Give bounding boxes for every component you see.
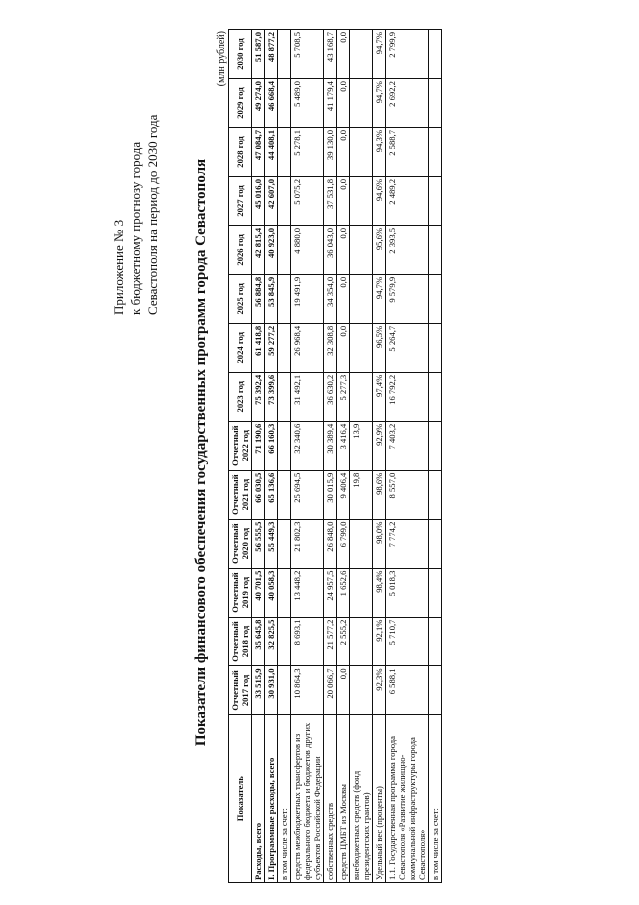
table-row	[386, 30, 429, 883]
indicator-cell: в том числе за счет:	[278, 715, 291, 883]
value-cell	[350, 519, 373, 568]
table-row	[278, 30, 291, 883]
value-cell: 46 668,4	[265, 79, 278, 128]
value-cell	[350, 372, 373, 421]
value-cell: 13 448,2	[291, 568, 324, 617]
value-cell: 96,5%	[373, 323, 386, 372]
value-cell: 2 692,2	[386, 79, 429, 128]
value-cell	[429, 421, 442, 470]
value-cell	[429, 372, 442, 421]
value-cell: 31 492,1	[291, 372, 324, 421]
value-cell: 59 277,2	[265, 323, 278, 372]
value-cell	[278, 128, 291, 177]
value-cell	[350, 176, 373, 225]
value-cell: 32 340,6	[291, 421, 324, 470]
value-cell: 95,6%	[373, 225, 386, 274]
value-cell: 2 555,2	[337, 617, 350, 666]
value-cell	[429, 470, 442, 519]
value-cell: 71 190,6	[252, 421, 265, 470]
year-column-header: Отчетный 2020 год	[229, 519, 252, 568]
value-cell: 55 449,3	[265, 519, 278, 568]
table-row	[429, 30, 442, 883]
document-title: Показатели финансового обеспечения государственных программ города Севастополя	[193, 158, 209, 747]
value-cell	[278, 421, 291, 470]
value-cell: 0,0	[337, 79, 350, 128]
value-cell: 45 016,0	[252, 176, 265, 225]
table-row	[252, 30, 265, 883]
value-cell: 40 923,0	[265, 225, 278, 274]
year-column-header: 2027 год	[229, 176, 252, 225]
value-cell: 10 864,3	[291, 666, 324, 715]
units-label: (млн рублей)	[216, 31, 227, 87]
value-cell: 33 515,9	[252, 666, 265, 715]
year-column-header: Отчетный 2019 год	[229, 568, 252, 617]
value-cell	[278, 666, 291, 715]
financing-table	[228, 29, 442, 883]
value-cell: 97,4%	[373, 372, 386, 421]
value-cell	[278, 30, 291, 79]
value-cell	[350, 79, 373, 128]
appendix-line: к бюджетному прогнозу города	[128, 141, 143, 315]
value-cell: 51 587,0	[252, 30, 265, 79]
value-cell: 5 277,3	[337, 372, 350, 421]
value-cell	[278, 568, 291, 617]
value-cell	[278, 79, 291, 128]
table-row	[265, 30, 278, 883]
year-column-header: 2023 год	[229, 372, 252, 421]
value-cell: 9 406,4	[337, 470, 350, 519]
value-cell	[429, 617, 442, 666]
appendix-note	[110, 15, 161, 315]
value-cell: 36 630,2	[324, 372, 337, 421]
value-cell: 0,0	[337, 323, 350, 372]
table-header-row	[229, 30, 252, 883]
value-cell	[429, 176, 442, 225]
value-cell: 42 607,0	[265, 176, 278, 225]
value-cell: 4 880,0	[291, 225, 324, 274]
indicator-cell: в том числе за счет:	[429, 715, 442, 883]
year-column-header: Отчетный 2017 год	[229, 666, 252, 715]
year-column-header: 2030 год	[229, 30, 252, 79]
value-cell	[429, 225, 442, 274]
value-cell	[350, 617, 373, 666]
year-column-header: 2029 год	[229, 79, 252, 128]
indicator-cell: Удельный вес (проценты)	[373, 715, 386, 883]
value-cell	[278, 274, 291, 323]
table-row	[373, 30, 386, 883]
value-cell	[429, 323, 442, 372]
value-cell: 3 416,4	[337, 421, 350, 470]
value-cell: 73 399,6	[265, 372, 278, 421]
value-cell: 35 645,8	[252, 617, 265, 666]
value-cell	[429, 30, 442, 79]
indicator-header: Показатель	[229, 715, 252, 883]
value-cell: 5 018,3	[386, 568, 429, 617]
value-cell: 56 555,5	[252, 519, 265, 568]
year-column-header: Отчетный 2018 год	[229, 617, 252, 666]
table-row	[324, 30, 337, 883]
value-cell: 5 710,7	[386, 617, 429, 666]
value-cell	[278, 519, 291, 568]
value-cell	[278, 176, 291, 225]
value-cell: 20 066,7	[324, 666, 337, 715]
value-cell	[429, 274, 442, 323]
value-cell: 39 130,0	[324, 128, 337, 177]
value-cell: 32 825,5	[265, 617, 278, 666]
value-cell: 43 168,7	[324, 30, 337, 79]
value-cell: 26 968,4	[291, 323, 324, 372]
value-cell: 7 774,2	[386, 519, 429, 568]
value-cell	[278, 617, 291, 666]
value-cell: 94,7%	[373, 30, 386, 79]
value-cell	[429, 79, 442, 128]
value-cell: 98,0%	[373, 519, 386, 568]
year-column-header: 2024 год	[229, 323, 252, 372]
indicator-cell: собственных средств	[324, 715, 337, 883]
value-cell: 0,0	[337, 30, 350, 79]
value-cell: 56 884,8	[252, 274, 265, 323]
value-cell: 75 392,4	[252, 372, 265, 421]
value-cell: 92,9%	[373, 421, 386, 470]
value-cell	[429, 666, 442, 715]
value-cell: 49 274,0	[252, 79, 265, 128]
value-cell: 44 408,1	[265, 128, 278, 177]
value-cell: 25 694,5	[291, 470, 324, 519]
value-cell	[350, 128, 373, 177]
value-cell: 94,6%	[373, 176, 386, 225]
value-cell	[350, 568, 373, 617]
value-cell: 8 557,0	[386, 470, 429, 519]
value-cell: 42 815,4	[252, 225, 265, 274]
value-cell: 94,3%	[373, 128, 386, 177]
value-cell: 30 015,9	[324, 470, 337, 519]
value-cell	[278, 323, 291, 372]
value-cell	[350, 666, 373, 715]
value-cell	[350, 274, 373, 323]
indicator-cell: средств ЦМБТ из Москвы	[337, 715, 350, 883]
value-cell: 0,0	[337, 666, 350, 715]
value-cell: 41 179,4	[324, 79, 337, 128]
value-cell: 0,0	[337, 128, 350, 177]
value-cell: 32 308,8	[324, 323, 337, 372]
value-cell: 6 588,1	[386, 666, 429, 715]
value-cell: 6 799,0	[337, 519, 350, 568]
value-cell: 19,8	[350, 470, 373, 519]
value-cell: 2 489,2	[386, 176, 429, 225]
value-cell: 19 491,9	[291, 274, 324, 323]
value-cell: 21 802,3	[291, 519, 324, 568]
appendix-line: Севастополя на период до 2030 года	[145, 114, 160, 315]
value-cell	[278, 372, 291, 421]
value-cell: 7 403,2	[386, 421, 429, 470]
value-cell: 48 877,2	[265, 30, 278, 79]
value-cell: 94,7%	[373, 274, 386, 323]
value-cell: 37 531,8	[324, 176, 337, 225]
year-column-header: 2028 год	[229, 128, 252, 177]
value-cell: 30 931,0	[265, 666, 278, 715]
value-cell	[350, 30, 373, 79]
value-cell	[429, 519, 442, 568]
value-cell: 2 799,9	[386, 30, 429, 79]
value-cell: 5 075,2	[291, 176, 324, 225]
value-cell	[350, 323, 373, 372]
year-column-header: 2025 год	[229, 274, 252, 323]
table-body	[252, 30, 442, 883]
value-cell: 66 160,3	[265, 421, 278, 470]
value-cell: 26 848,0	[324, 519, 337, 568]
value-cell: 92,1%	[373, 617, 386, 666]
value-cell: 30 389,4	[324, 421, 337, 470]
indicator-cell: Расходы, всего	[252, 715, 265, 883]
table-row	[350, 30, 373, 883]
value-cell: 24 957,5	[324, 568, 337, 617]
table-row	[291, 30, 324, 883]
appendix-line: Приложение № 3	[111, 219, 126, 315]
value-cell: 8 693,1	[291, 617, 324, 666]
value-cell: 5 264,7	[386, 323, 429, 372]
value-cell: 0,0	[337, 274, 350, 323]
value-cell: 5 489,0	[291, 79, 324, 128]
value-cell: 34 354,0	[324, 274, 337, 323]
year-column-header: 2026 год	[229, 225, 252, 274]
indicator-cell: средств межбюджетных трансфертов из федерального бюджета и бюджетов других субъектов Российской Федерации	[291, 715, 324, 883]
value-cell	[278, 470, 291, 519]
value-cell: 13,9	[350, 421, 373, 470]
value-cell: 98,6%	[373, 470, 386, 519]
year-column-header: Отчетный 2022 год	[229, 421, 252, 470]
value-cell: 53 845,9	[265, 274, 278, 323]
value-cell: 94,7%	[373, 79, 386, 128]
value-cell: 47 084,7	[252, 128, 265, 177]
value-cell: 16 792,2	[386, 372, 429, 421]
value-cell: 1 652,6	[337, 568, 350, 617]
value-cell	[278, 225, 291, 274]
value-cell: 2 393,5	[386, 225, 429, 274]
table-row	[337, 30, 350, 883]
value-cell: 5 278,1	[291, 128, 324, 177]
value-cell: 9 579,9	[386, 274, 429, 323]
value-cell: 92,3%	[373, 666, 386, 715]
value-cell: 21 577,2	[324, 617, 337, 666]
value-cell: 66 030,5	[252, 470, 265, 519]
value-cell: 0,0	[337, 176, 350, 225]
value-cell	[429, 568, 442, 617]
value-cell	[350, 225, 373, 274]
value-cell	[429, 128, 442, 177]
value-cell: 65 136,6	[265, 470, 278, 519]
indicator-cell: I. Программные расходы, всего	[265, 715, 278, 883]
value-cell: 2 588,7	[386, 128, 429, 177]
year-column-header: Отчетный 2021 год	[229, 470, 252, 519]
value-cell: 40 058,3	[265, 568, 278, 617]
indicator-cell: 1.1. Государственная программа города Севастополя «Развитие жилищно-коммунальной инфраструктуры города Севастополя»	[386, 715, 429, 883]
value-cell: 36 043,0	[324, 225, 337, 274]
value-cell: 98,4%	[373, 568, 386, 617]
indicator-cell: внебюджетных средств (фонд президентских грантов)	[350, 715, 373, 883]
value-cell: 40 701,5	[252, 568, 265, 617]
value-cell: 0,0	[337, 225, 350, 274]
value-cell: 5 708,5	[291, 30, 324, 79]
value-cell: 61 418,8	[252, 323, 265, 372]
